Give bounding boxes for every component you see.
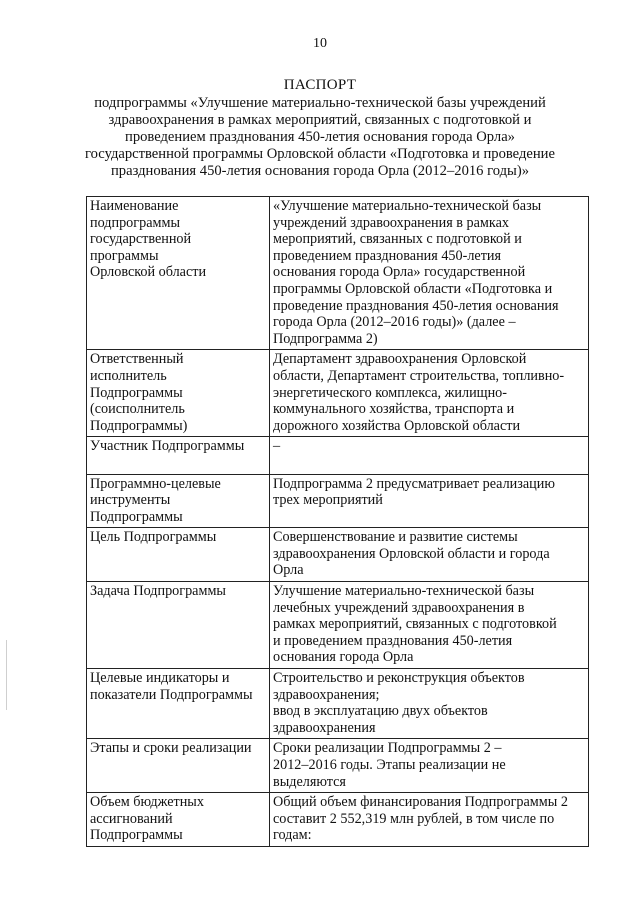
- table-row: [87, 474, 589, 528]
- value-line: учреждений здравоохранения в рамках: [273, 214, 509, 231]
- value-line: Департамент здравоохранения Орловской: [273, 351, 527, 368]
- value-line: Строительство и реконструкция объектов: [273, 670, 525, 687]
- value-line: рамках мероприятий, связанных с подготовкой: [273, 616, 557, 633]
- value-line: города Орла (2012–2016 годы)» (далее –: [273, 314, 516, 331]
- value-line: годам:: [273, 827, 312, 844]
- value-line: лечебных учреждений здравоохранения в: [273, 599, 525, 616]
- value-line: Подпрограмма 2 предусматривает реализацию: [273, 475, 555, 492]
- label-line: (соисполнитель: [90, 401, 185, 418]
- row-value-responsible-executor: [270, 350, 589, 437]
- scan-margin-mark: [6, 640, 7, 710]
- table-row: [87, 197, 589, 350]
- value-line: основания города Орла: [273, 649, 414, 666]
- row-value-budget: [270, 793, 589, 847]
- label-line: Наименование: [90, 198, 179, 214]
- row-label-responsible-executor: [87, 350, 270, 437]
- row-value-goal: [270, 528, 589, 582]
- label-line: государственной: [90, 231, 192, 248]
- value-line: Улучшение материально-технической базы: [273, 583, 535, 600]
- label-line: ассигнований: [90, 810, 173, 827]
- blank-line: [90, 455, 266, 472]
- value-line: области, Департамент строительства, топливно-: [273, 367, 565, 384]
- table-row: [87, 793, 589, 847]
- value-line: трех мероприятий: [273, 492, 383, 509]
- label-line: Орловской области: [90, 264, 207, 281]
- label-line: Целевые индикаторы и: [90, 670, 230, 687]
- value-line: здравоохранения;: [273, 686, 380, 703]
- value-line: Орла: [273, 562, 304, 579]
- page-number: 10: [313, 36, 327, 51]
- label-line: Подпрограммы): [90, 417, 188, 434]
- heading-line: подпрограммы «Улучшение материально-технической базы учреждений: [94, 95, 546, 111]
- row-label-goal: [87, 528, 270, 582]
- heading-line: здравоохранения в рамках мероприятий, связанных с подготовкой и: [108, 112, 532, 128]
- value-line: Общий объем финансирования Подпрограммы 2: [273, 794, 568, 811]
- row-label-budget: [87, 793, 270, 847]
- label-line: подпрограммы: [90, 214, 180, 231]
- row-value-subprogram-name: [270, 197, 589, 350]
- row-label-subprogram-name: [87, 197, 270, 350]
- value-line: и проведением празднования 450-летия: [273, 632, 513, 649]
- value-line: Подпрограмма 2): [273, 330, 378, 347]
- value-line: Совершенствование и развитие системы: [273, 529, 518, 546]
- value-line: коммунального хозяйства, транспорта и: [273, 401, 515, 418]
- table-row: [87, 739, 589, 793]
- heading-line: празднования 450-летия основания города Орла (2012–2016 годы)»: [111, 163, 529, 179]
- table-row: [87, 582, 589, 669]
- row-value-indicators: [270, 669, 589, 739]
- value-line: составит 2 552,319 млн рублей, в том числе по: [273, 810, 555, 827]
- row-label-stages: [87, 739, 270, 793]
- value-line: «Улучшение материально-технической базы: [273, 198, 542, 214]
- row-value-participant: [270, 437, 589, 474]
- value-line: программы Орловской области «Подготовка и: [273, 280, 553, 297]
- row-label-indicators: [87, 669, 270, 739]
- heading-line: государственной программы Орловской области «Подготовка и проведение: [85, 146, 555, 162]
- table-row: [87, 528, 589, 582]
- passport-heading: [60, 77, 580, 180]
- value-line: дорожного хозяйства Орловской области: [273, 417, 521, 434]
- value-line: здравоохранения: [273, 719, 376, 736]
- value-line: энергетического комплекса, жилищно-: [273, 384, 507, 401]
- table-row: [87, 437, 589, 474]
- label-line: инструменты: [90, 492, 171, 509]
- row-value-stages: [270, 739, 589, 793]
- label-line: Подпрограммы: [90, 384, 183, 401]
- value-line: –: [273, 438, 281, 455]
- label-line: Цель Подпрограммы: [90, 529, 217, 546]
- row-value-instruments: [270, 474, 589, 528]
- label-line: Объем бюджетных: [90, 794, 204, 811]
- label-line: Подпрограммы: [90, 508, 183, 525]
- label-line: Ответственный: [90, 351, 184, 368]
- value-line: проведение празднования 450-летия основания: [273, 297, 559, 314]
- value-line: 2012–2016 годы. Этапы реализации не: [273, 757, 506, 773]
- value-line: ввод в эксплуатацию двух объектов: [273, 703, 488, 720]
- label-line: исполнитель: [90, 367, 167, 384]
- label-line: Подпрограммы: [90, 827, 183, 844]
- label-line: показатели Подпрограммы: [90, 686, 253, 703]
- label-line: программы: [90, 247, 159, 264]
- label-line: Программно-целевые: [90, 475, 221, 492]
- value-line: основания города Орла» государственной: [273, 264, 526, 281]
- label-line: Этапы и сроки реализации: [90, 740, 252, 757]
- row-label-instruments: [87, 474, 270, 528]
- table-row: [87, 669, 589, 739]
- label-line: Задача Подпрограммы: [90, 583, 226, 600]
- heading-line: проведением празднования 450-летия основания города Орла»: [125, 129, 515, 145]
- table-row: [87, 350, 589, 437]
- row-value-task: [270, 582, 589, 669]
- passport-title: ПАСПОРТ: [283, 77, 357, 93]
- row-label-participant: [87, 437, 270, 474]
- value-line: мероприятий, связанных с подготовкой и: [273, 231, 522, 248]
- value-line: здравоохранения Орловской области и города: [273, 545, 550, 562]
- value-line: Сроки реализации Подпрограммы 2 –: [273, 740, 502, 757]
- value-line: выделяются: [273, 773, 346, 790]
- value-line: проведением празднования 450-летия: [273, 247, 502, 264]
- row-label-task: [87, 582, 270, 669]
- label-line: Участник Подпрограммы: [90, 438, 245, 455]
- passport-table: [86, 196, 589, 847]
